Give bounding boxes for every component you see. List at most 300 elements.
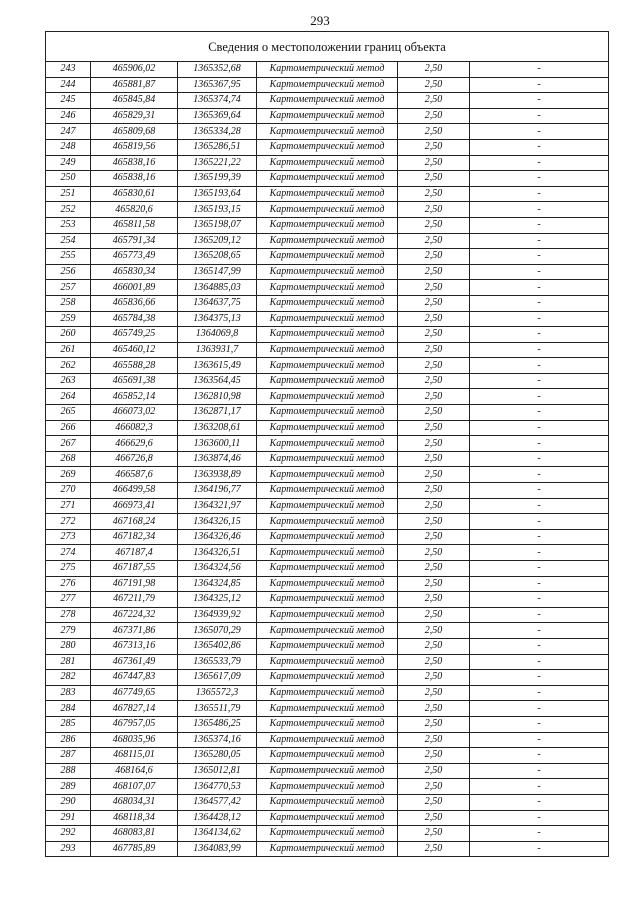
y-coordinate-cell: 1364326,46 (178, 529, 257, 545)
description-cell: - (470, 467, 609, 483)
method-cell: Картометрический метод (257, 124, 398, 140)
accuracy-cell: 2,50 (398, 358, 470, 374)
x-coordinate-cell: 465836,66 (91, 295, 178, 311)
accuracy-cell: 2,50 (398, 405, 470, 421)
description-cell: - (470, 108, 609, 124)
point-number-cell: 263 (46, 373, 91, 389)
method-cell: Картометрический метод (257, 670, 398, 686)
point-number-cell: 261 (46, 342, 91, 358)
point-number-cell: 257 (46, 280, 91, 296)
description-cell: - (470, 249, 609, 265)
y-coordinate-cell: 1365193,15 (178, 202, 257, 218)
boundary-table (45, 31, 609, 857)
x-coordinate-cell: 468034,31 (91, 794, 178, 810)
method-cell: Картометрический метод (257, 514, 398, 530)
x-coordinate-cell: 465906,02 (91, 62, 178, 78)
y-coordinate-cell: 1365280,05 (178, 748, 257, 764)
accuracy-cell: 2,50 (398, 249, 470, 265)
table-row (46, 685, 609, 701)
table-row (46, 280, 609, 296)
y-coordinate-cell: 1364083,99 (178, 841, 257, 857)
table-row (46, 561, 609, 577)
accuracy-cell: 2,50 (398, 607, 470, 623)
method-cell: Картометрический метод (257, 93, 398, 109)
table-row (46, 186, 609, 202)
point-number-cell: 287 (46, 748, 91, 764)
accuracy-cell: 2,50 (398, 654, 470, 670)
table-body (46, 32, 609, 857)
x-coordinate-cell: 466001,89 (91, 280, 178, 296)
y-coordinate-cell: 1365208,65 (178, 249, 257, 265)
accuracy-cell: 2,50 (398, 514, 470, 530)
x-coordinate-cell: 467168,24 (91, 514, 178, 530)
method-cell: Картометрический метод (257, 77, 398, 93)
y-coordinate-cell: 1365147,99 (178, 264, 257, 280)
y-coordinate-cell: 1362871,17 (178, 405, 257, 421)
x-coordinate-cell: 465784,38 (91, 311, 178, 327)
accuracy-cell: 2,50 (398, 108, 470, 124)
method-cell: Картометрический метод (257, 748, 398, 764)
point-number-cell: 268 (46, 451, 91, 467)
point-number-cell: 275 (46, 561, 91, 577)
x-coordinate-cell: 467191,98 (91, 576, 178, 592)
point-number-cell: 256 (46, 264, 91, 280)
point-number-cell: 245 (46, 93, 91, 109)
point-number-cell: 283 (46, 685, 91, 701)
description-cell: - (470, 420, 609, 436)
point-number-cell: 290 (46, 794, 91, 810)
x-coordinate-cell: 465838,16 (91, 155, 178, 171)
accuracy-cell: 2,50 (398, 592, 470, 608)
point-number-cell: 271 (46, 498, 91, 514)
method-cell: Картометрический метод (257, 763, 398, 779)
y-coordinate-cell: 1364196,77 (178, 483, 257, 499)
x-coordinate-cell: 466499,58 (91, 483, 178, 499)
description-cell: - (470, 716, 609, 732)
method-cell: Картометрический метод (257, 249, 398, 265)
y-coordinate-cell: 1365221,22 (178, 155, 257, 171)
description-cell: - (470, 373, 609, 389)
method-cell: Картометрический метод (257, 295, 398, 311)
description-cell: - (470, 592, 609, 608)
table-row (46, 498, 609, 514)
table-row (46, 623, 609, 639)
method-cell: Картометрический метод (257, 716, 398, 732)
x-coordinate-cell: 465819,56 (91, 139, 178, 155)
accuracy-cell: 2,50 (398, 748, 470, 764)
accuracy-cell: 2,50 (398, 670, 470, 686)
point-number-cell: 247 (46, 124, 91, 140)
point-number-cell: 266 (46, 420, 91, 436)
table-row (46, 607, 609, 623)
accuracy-cell: 2,50 (398, 77, 470, 93)
y-coordinate-cell: 1364428,12 (178, 810, 257, 826)
point-number-cell: 264 (46, 389, 91, 405)
table-header-row (46, 32, 609, 62)
table-row (46, 826, 609, 842)
y-coordinate-cell: 1364326,51 (178, 545, 257, 561)
table-row (46, 467, 609, 483)
table-row (46, 389, 609, 405)
x-coordinate-cell: 467785,89 (91, 841, 178, 857)
y-coordinate-cell: 1364577,42 (178, 794, 257, 810)
x-coordinate-cell: 467187,55 (91, 561, 178, 577)
point-number-cell: 253 (46, 217, 91, 233)
accuracy-cell: 2,50 (398, 295, 470, 311)
y-coordinate-cell: 1365617,09 (178, 670, 257, 686)
description-cell: - (470, 498, 609, 514)
point-number-cell: 270 (46, 483, 91, 499)
accuracy-cell: 2,50 (398, 155, 470, 171)
description-cell: - (470, 405, 609, 421)
y-coordinate-cell: 1363615,49 (178, 358, 257, 374)
method-cell: Картометрический метод (257, 264, 398, 280)
table-row (46, 405, 609, 421)
description-cell: - (470, 93, 609, 109)
x-coordinate-cell: 467371,86 (91, 623, 178, 639)
table-row (46, 233, 609, 249)
x-coordinate-cell: 466587,6 (91, 467, 178, 483)
x-coordinate-cell: 465881,87 (91, 77, 178, 93)
x-coordinate-cell: 467211,79 (91, 592, 178, 608)
accuracy-cell: 2,50 (398, 436, 470, 452)
y-coordinate-cell: 1365533,79 (178, 654, 257, 670)
description-cell: - (470, 295, 609, 311)
method-cell: Картометрический метод (257, 607, 398, 623)
accuracy-cell: 2,50 (398, 139, 470, 155)
method-cell: Картометрический метод (257, 779, 398, 795)
description-cell: - (470, 748, 609, 764)
method-cell: Картометрический метод (257, 732, 398, 748)
point-number-cell: 251 (46, 186, 91, 202)
x-coordinate-cell: 468035,96 (91, 732, 178, 748)
accuracy-cell: 2,50 (398, 342, 470, 358)
table-row (46, 77, 609, 93)
table-row (46, 451, 609, 467)
table-row (46, 794, 609, 810)
point-number-cell: 277 (46, 592, 91, 608)
method-cell: Картометрический метод (257, 685, 398, 701)
description-cell: - (470, 701, 609, 717)
point-number-cell: 269 (46, 467, 91, 483)
description-cell: - (470, 217, 609, 233)
table-row (46, 202, 609, 218)
x-coordinate-cell: 465852,14 (91, 389, 178, 405)
accuracy-cell: 2,50 (398, 732, 470, 748)
table-row (46, 124, 609, 140)
x-coordinate-cell: 466973,41 (91, 498, 178, 514)
table-title: Сведения о местоположении границ объекта (46, 32, 609, 62)
point-number-cell: 285 (46, 716, 91, 732)
table-row (46, 264, 609, 280)
description-cell: - (470, 264, 609, 280)
x-coordinate-cell: 466629,6 (91, 436, 178, 452)
y-coordinate-cell: 1364326,15 (178, 514, 257, 530)
point-number-cell: 244 (46, 77, 91, 93)
table-row (46, 841, 609, 857)
table-row (46, 670, 609, 686)
x-coordinate-cell: 467361,49 (91, 654, 178, 670)
accuracy-cell: 2,50 (398, 124, 470, 140)
description-cell: - (470, 171, 609, 187)
method-cell: Картометрический метод (257, 358, 398, 374)
description-cell: - (470, 358, 609, 374)
table-row (46, 311, 609, 327)
accuracy-cell: 2,50 (398, 311, 470, 327)
x-coordinate-cell: 468115,01 (91, 748, 178, 764)
description-cell: - (470, 186, 609, 202)
accuracy-cell: 2,50 (398, 779, 470, 795)
description-cell: - (470, 342, 609, 358)
point-number-cell: 289 (46, 779, 91, 795)
point-number-cell: 291 (46, 810, 91, 826)
method-cell: Картометрический метод (257, 62, 398, 78)
x-coordinate-cell: 468107,07 (91, 779, 178, 795)
description-cell: - (470, 576, 609, 592)
point-number-cell: 250 (46, 171, 91, 187)
description-cell: - (470, 233, 609, 249)
table-row (46, 62, 609, 78)
table-row (46, 483, 609, 499)
y-coordinate-cell: 1364637,75 (178, 295, 257, 311)
y-coordinate-cell: 1365352,68 (178, 62, 257, 78)
table-row (46, 217, 609, 233)
y-coordinate-cell: 1364885,03 (178, 280, 257, 296)
description-cell: - (470, 436, 609, 452)
table-row (46, 93, 609, 109)
y-coordinate-cell: 1365199,39 (178, 171, 257, 187)
accuracy-cell: 2,50 (398, 186, 470, 202)
method-cell: Картометрический метод (257, 327, 398, 343)
y-coordinate-cell: 1364324,85 (178, 576, 257, 592)
description-cell: - (470, 389, 609, 405)
method-cell: Картометрический метод (257, 810, 398, 826)
point-number-cell: 246 (46, 108, 91, 124)
method-cell: Картометрический метод (257, 108, 398, 124)
accuracy-cell: 2,50 (398, 327, 470, 343)
x-coordinate-cell: 467313,16 (91, 638, 178, 654)
table-row (46, 171, 609, 187)
x-coordinate-cell: 468118,34 (91, 810, 178, 826)
accuracy-cell: 2,50 (398, 561, 470, 577)
accuracy-cell: 2,50 (398, 264, 470, 280)
method-cell: Картометрический метод (257, 436, 398, 452)
table-row (46, 763, 609, 779)
description-cell: - (470, 124, 609, 140)
table-row (46, 810, 609, 826)
y-coordinate-cell: 1365209,12 (178, 233, 257, 249)
table-row (46, 327, 609, 343)
description-cell: - (470, 529, 609, 545)
y-coordinate-cell: 1364375,13 (178, 311, 257, 327)
accuracy-cell: 2,50 (398, 171, 470, 187)
point-number-cell: 273 (46, 529, 91, 545)
accuracy-cell: 2,50 (398, 467, 470, 483)
y-coordinate-cell: 1365198,07 (178, 217, 257, 233)
method-cell: Картометрический метод (257, 701, 398, 717)
accuracy-cell: 2,50 (398, 233, 470, 249)
x-coordinate-cell: 466082,3 (91, 420, 178, 436)
table-row (46, 358, 609, 374)
method-cell: Картометрический метод (257, 623, 398, 639)
y-coordinate-cell: 1365511,79 (178, 701, 257, 717)
y-coordinate-cell: 1364321,97 (178, 498, 257, 514)
y-coordinate-cell: 1365486,25 (178, 716, 257, 732)
method-cell: Картометрический метод (257, 202, 398, 218)
table-row (46, 638, 609, 654)
x-coordinate-cell: 465691,38 (91, 373, 178, 389)
y-coordinate-cell: 1365572,3 (178, 685, 257, 701)
y-coordinate-cell: 1364325,12 (178, 592, 257, 608)
point-number-cell: 254 (46, 233, 91, 249)
point-number-cell: 274 (46, 545, 91, 561)
description-cell: - (470, 841, 609, 857)
point-number-cell: 293 (46, 841, 91, 857)
description-cell: - (470, 139, 609, 155)
table-row (46, 529, 609, 545)
point-number-cell: 272 (46, 514, 91, 530)
description-cell: - (470, 311, 609, 327)
method-cell: Картометрический метод (257, 561, 398, 577)
x-coordinate-cell: 465749,25 (91, 327, 178, 343)
description-cell: - (470, 638, 609, 654)
table-row (46, 545, 609, 561)
table-row (46, 436, 609, 452)
point-number-cell: 267 (46, 436, 91, 452)
description-cell: - (470, 826, 609, 842)
point-number-cell: 280 (46, 638, 91, 654)
accuracy-cell: 2,50 (398, 841, 470, 857)
page-number: 293 (310, 13, 330, 28)
y-coordinate-cell: 1364770,53 (178, 779, 257, 795)
y-coordinate-cell: 1365286,51 (178, 139, 257, 155)
method-cell: Картометрический метод (257, 311, 398, 327)
point-number-cell: 255 (46, 249, 91, 265)
point-number-cell: 278 (46, 607, 91, 623)
x-coordinate-cell: 467224,32 (91, 607, 178, 623)
method-cell: Картометрический метод (257, 405, 398, 421)
x-coordinate-cell: 465588,28 (91, 358, 178, 374)
method-cell: Картометрический метод (257, 233, 398, 249)
y-coordinate-cell: 1365402,86 (178, 638, 257, 654)
description-cell: - (470, 607, 609, 623)
y-coordinate-cell: 1365070,29 (178, 623, 257, 639)
method-cell: Картометрический метод (257, 638, 398, 654)
table-row (46, 342, 609, 358)
x-coordinate-cell: 465838,16 (91, 171, 178, 187)
y-coordinate-cell: 1362810,98 (178, 389, 257, 405)
accuracy-cell: 2,50 (398, 716, 470, 732)
description-cell: - (470, 62, 609, 78)
description-cell: - (470, 794, 609, 810)
description-cell: - (470, 561, 609, 577)
description-cell: - (470, 514, 609, 530)
method-cell: Картометрический метод (257, 217, 398, 233)
table-row (46, 249, 609, 265)
point-number-cell: 248 (46, 139, 91, 155)
point-number-cell: 292 (46, 826, 91, 842)
point-number-cell: 243 (46, 62, 91, 78)
x-coordinate-cell: 465809,68 (91, 124, 178, 140)
description-cell: - (470, 280, 609, 296)
accuracy-cell: 2,50 (398, 420, 470, 436)
accuracy-cell: 2,50 (398, 217, 470, 233)
description-cell: - (470, 732, 609, 748)
y-coordinate-cell: 1363938,89 (178, 467, 257, 483)
accuracy-cell: 2,50 (398, 763, 470, 779)
method-cell: Картометрический метод (257, 420, 398, 436)
table-row (46, 654, 609, 670)
method-cell: Картометрический метод (257, 529, 398, 545)
accuracy-cell: 2,50 (398, 280, 470, 296)
accuracy-cell: 2,50 (398, 638, 470, 654)
method-cell: Картометрический метод (257, 545, 398, 561)
point-number-cell: 282 (46, 670, 91, 686)
point-number-cell: 276 (46, 576, 91, 592)
accuracy-cell: 2,50 (398, 483, 470, 499)
accuracy-cell: 2,50 (398, 451, 470, 467)
point-number-cell: 286 (46, 732, 91, 748)
point-number-cell: 259 (46, 311, 91, 327)
point-number-cell: 284 (46, 701, 91, 717)
x-coordinate-cell: 467827,14 (91, 701, 178, 717)
accuracy-cell: 2,50 (398, 202, 470, 218)
table-row (46, 732, 609, 748)
x-coordinate-cell: 465845,84 (91, 93, 178, 109)
description-cell: - (470, 779, 609, 795)
accuracy-cell: 2,50 (398, 685, 470, 701)
table-row (46, 139, 609, 155)
description-cell: - (470, 685, 609, 701)
table-row (46, 373, 609, 389)
y-coordinate-cell: 1365193,64 (178, 186, 257, 202)
y-coordinate-cell: 1363874,46 (178, 451, 257, 467)
method-cell: Картометрический метод (257, 794, 398, 810)
y-coordinate-cell: 1364134,62 (178, 826, 257, 842)
x-coordinate-cell: 466726,8 (91, 451, 178, 467)
table-row (46, 108, 609, 124)
description-cell: - (470, 327, 609, 343)
method-cell: Картометрический метод (257, 342, 398, 358)
method-cell: Картометрический метод (257, 654, 398, 670)
point-number-cell: 258 (46, 295, 91, 311)
method-cell: Картометрический метод (257, 373, 398, 389)
table-row (46, 592, 609, 608)
method-cell: Картометрический метод (257, 592, 398, 608)
point-number-cell: 288 (46, 763, 91, 779)
description-cell: - (470, 623, 609, 639)
y-coordinate-cell: 1363564,45 (178, 373, 257, 389)
accuracy-cell: 2,50 (398, 93, 470, 109)
y-coordinate-cell: 1365012,81 (178, 763, 257, 779)
x-coordinate-cell: 465791,34 (91, 233, 178, 249)
description-cell: - (470, 670, 609, 686)
method-cell: Картометрический метод (257, 826, 398, 842)
point-number-cell: 260 (46, 327, 91, 343)
description-cell: - (470, 763, 609, 779)
accuracy-cell: 2,50 (398, 529, 470, 545)
method-cell: Картометрический метод (257, 186, 398, 202)
x-coordinate-cell: 465829,31 (91, 108, 178, 124)
description-cell: - (470, 202, 609, 218)
accuracy-cell: 2,50 (398, 373, 470, 389)
x-coordinate-cell: 467182,34 (91, 529, 178, 545)
accuracy-cell: 2,50 (398, 389, 470, 405)
description-cell: - (470, 77, 609, 93)
x-coordinate-cell: 467957,05 (91, 716, 178, 732)
accuracy-cell: 2,50 (398, 498, 470, 514)
y-coordinate-cell: 1363208,61 (178, 420, 257, 436)
